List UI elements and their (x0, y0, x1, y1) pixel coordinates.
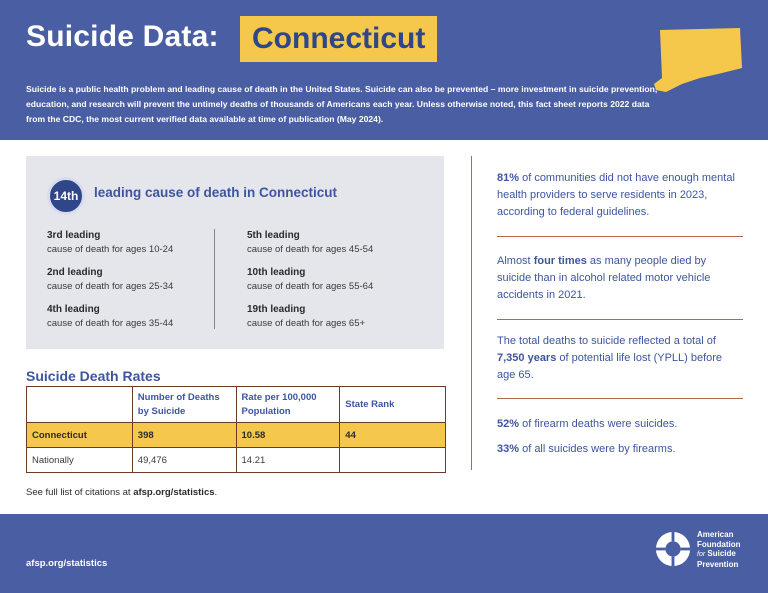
fact-highlight: four times (533, 255, 587, 267)
stat-ages-65-plus (247, 303, 417, 331)
header-description: Suicide is a public health problem and leading cause of death in the United States. Suicide can also be prevented – more investment in suicide prevention, education, and research will prevent the untimely deaths of thousands of Americans each year. Unless otherwise noted, this fact sheet reports 2022 data from the CDC, the most current verified data available at time of publication (May 2024). (26, 84, 658, 124)
fact-highlight: 33% (497, 443, 520, 455)
rates-title: Suicide Death Rates (26, 368, 161, 384)
fact-text: Almost (497, 255, 534, 267)
logo-line: Prevention (697, 559, 739, 569)
fact-divider (497, 236, 743, 237)
citation-prefix: See full list of citations at (26, 487, 134, 498)
rank-badge: 14th (47, 177, 85, 215)
afsp-logo-text (697, 530, 765, 569)
table-header-row (27, 387, 446, 423)
table-cell: 398 (132, 423, 236, 448)
page-title: Suicide Data: (26, 20, 219, 53)
column-divider (471, 156, 472, 470)
stat-detail: cause of death for ages 35-44 (47, 318, 174, 329)
fact-text: of firearm deaths were suicides. (519, 418, 678, 430)
fact-ypll (497, 333, 743, 384)
afsp-lifebuoy-icon (654, 530, 692, 568)
fact-text: of communities did not have enough mental health providers to serve residents in 2023, according to federal guidelines. (497, 172, 735, 218)
table-row-national (27, 448, 446, 473)
fact-text: The total deaths to suicide reflected a total of (497, 335, 716, 347)
stat-detail: cause of death for ages 65+ (247, 318, 366, 329)
stat-detail: cause of death for ages 55-64 (247, 281, 374, 292)
fact-text: as many people died by suicide than in alcohol related motor vehicle accidents in 2021. (497, 255, 711, 301)
citation-note (26, 487, 217, 498)
fact-provider-shortage (497, 170, 743, 221)
table-cell: 44 (340, 423, 446, 448)
stat-ages-10-24 (47, 229, 217, 257)
rank-headline: leading cause of death in Connecticut (94, 185, 338, 200)
stat-rank: 3rd leading (47, 230, 101, 241)
leading-cause-panel (26, 156, 444, 349)
table-header-cell (27, 387, 133, 423)
table-cell: Nationally (27, 448, 133, 473)
table-cell: 49,476 (132, 448, 236, 473)
stat-rank: 4th leading (47, 304, 100, 315)
logo-line: for (697, 551, 706, 558)
stat-rank: 10th leading (247, 267, 306, 278)
stat-ages-45-54 (247, 229, 417, 257)
logo-line: American (697, 530, 734, 539)
header-banner (0, 0, 768, 140)
fact-firearm-suicides (497, 441, 743, 458)
state-name-highlight: Connecticut (240, 16, 437, 62)
footer-banner (0, 514, 768, 593)
stat-detail: cause of death for ages 25-34 (47, 281, 174, 292)
fact-highlight: 7,350 years (497, 352, 557, 364)
table-cell: 14.21 (236, 448, 340, 473)
fact-divider (497, 319, 743, 320)
rates-table (26, 386, 446, 473)
stat-detail: cause of death for ages 10-24 (47, 244, 174, 255)
citation-link[interactable]: afsp.org/statistics (133, 487, 215, 498)
table-header-cell: Rate per 100,000 Population (236, 387, 340, 423)
footer-link[interactable]: afsp.org/statistics (26, 558, 108, 569)
fact-text: of all suicides were by firearms. (519, 443, 676, 455)
table-cell (340, 448, 446, 473)
fact-alcohol-comparison (497, 253, 743, 304)
logo-line: Suicide (707, 549, 736, 558)
fact-highlight: 52% (497, 418, 520, 430)
logo-line: Foundation (697, 539, 741, 549)
table-header-cell: State Rank (340, 387, 446, 423)
stat-rank: 2nd leading (47, 267, 103, 278)
stats-divider (214, 229, 215, 329)
citation-suffix: . (214, 487, 218, 498)
table-header-cell: Number of Deaths by Suicide (132, 387, 236, 423)
connecticut-map-icon (648, 20, 748, 100)
stat-ages-25-34 (47, 266, 217, 294)
fact-divider (497, 398, 743, 399)
stat-ages-35-44 (47, 303, 217, 331)
fact-firearm-deaths (497, 416, 743, 433)
table-cell: Connecticut (27, 423, 133, 448)
fact-highlight: 81% (497, 172, 520, 184)
table-row-connecticut (27, 423, 446, 448)
stat-rank: 19th leading (247, 304, 306, 315)
table-cell: 10.58 (236, 423, 340, 448)
stat-ages-55-64 (247, 266, 417, 294)
fact-text: of potential life lost (YPLL) before age 65. (497, 352, 723, 381)
stat-rank: 5th leading (247, 230, 300, 241)
stat-detail: cause of death for ages 45-54 (247, 244, 374, 255)
